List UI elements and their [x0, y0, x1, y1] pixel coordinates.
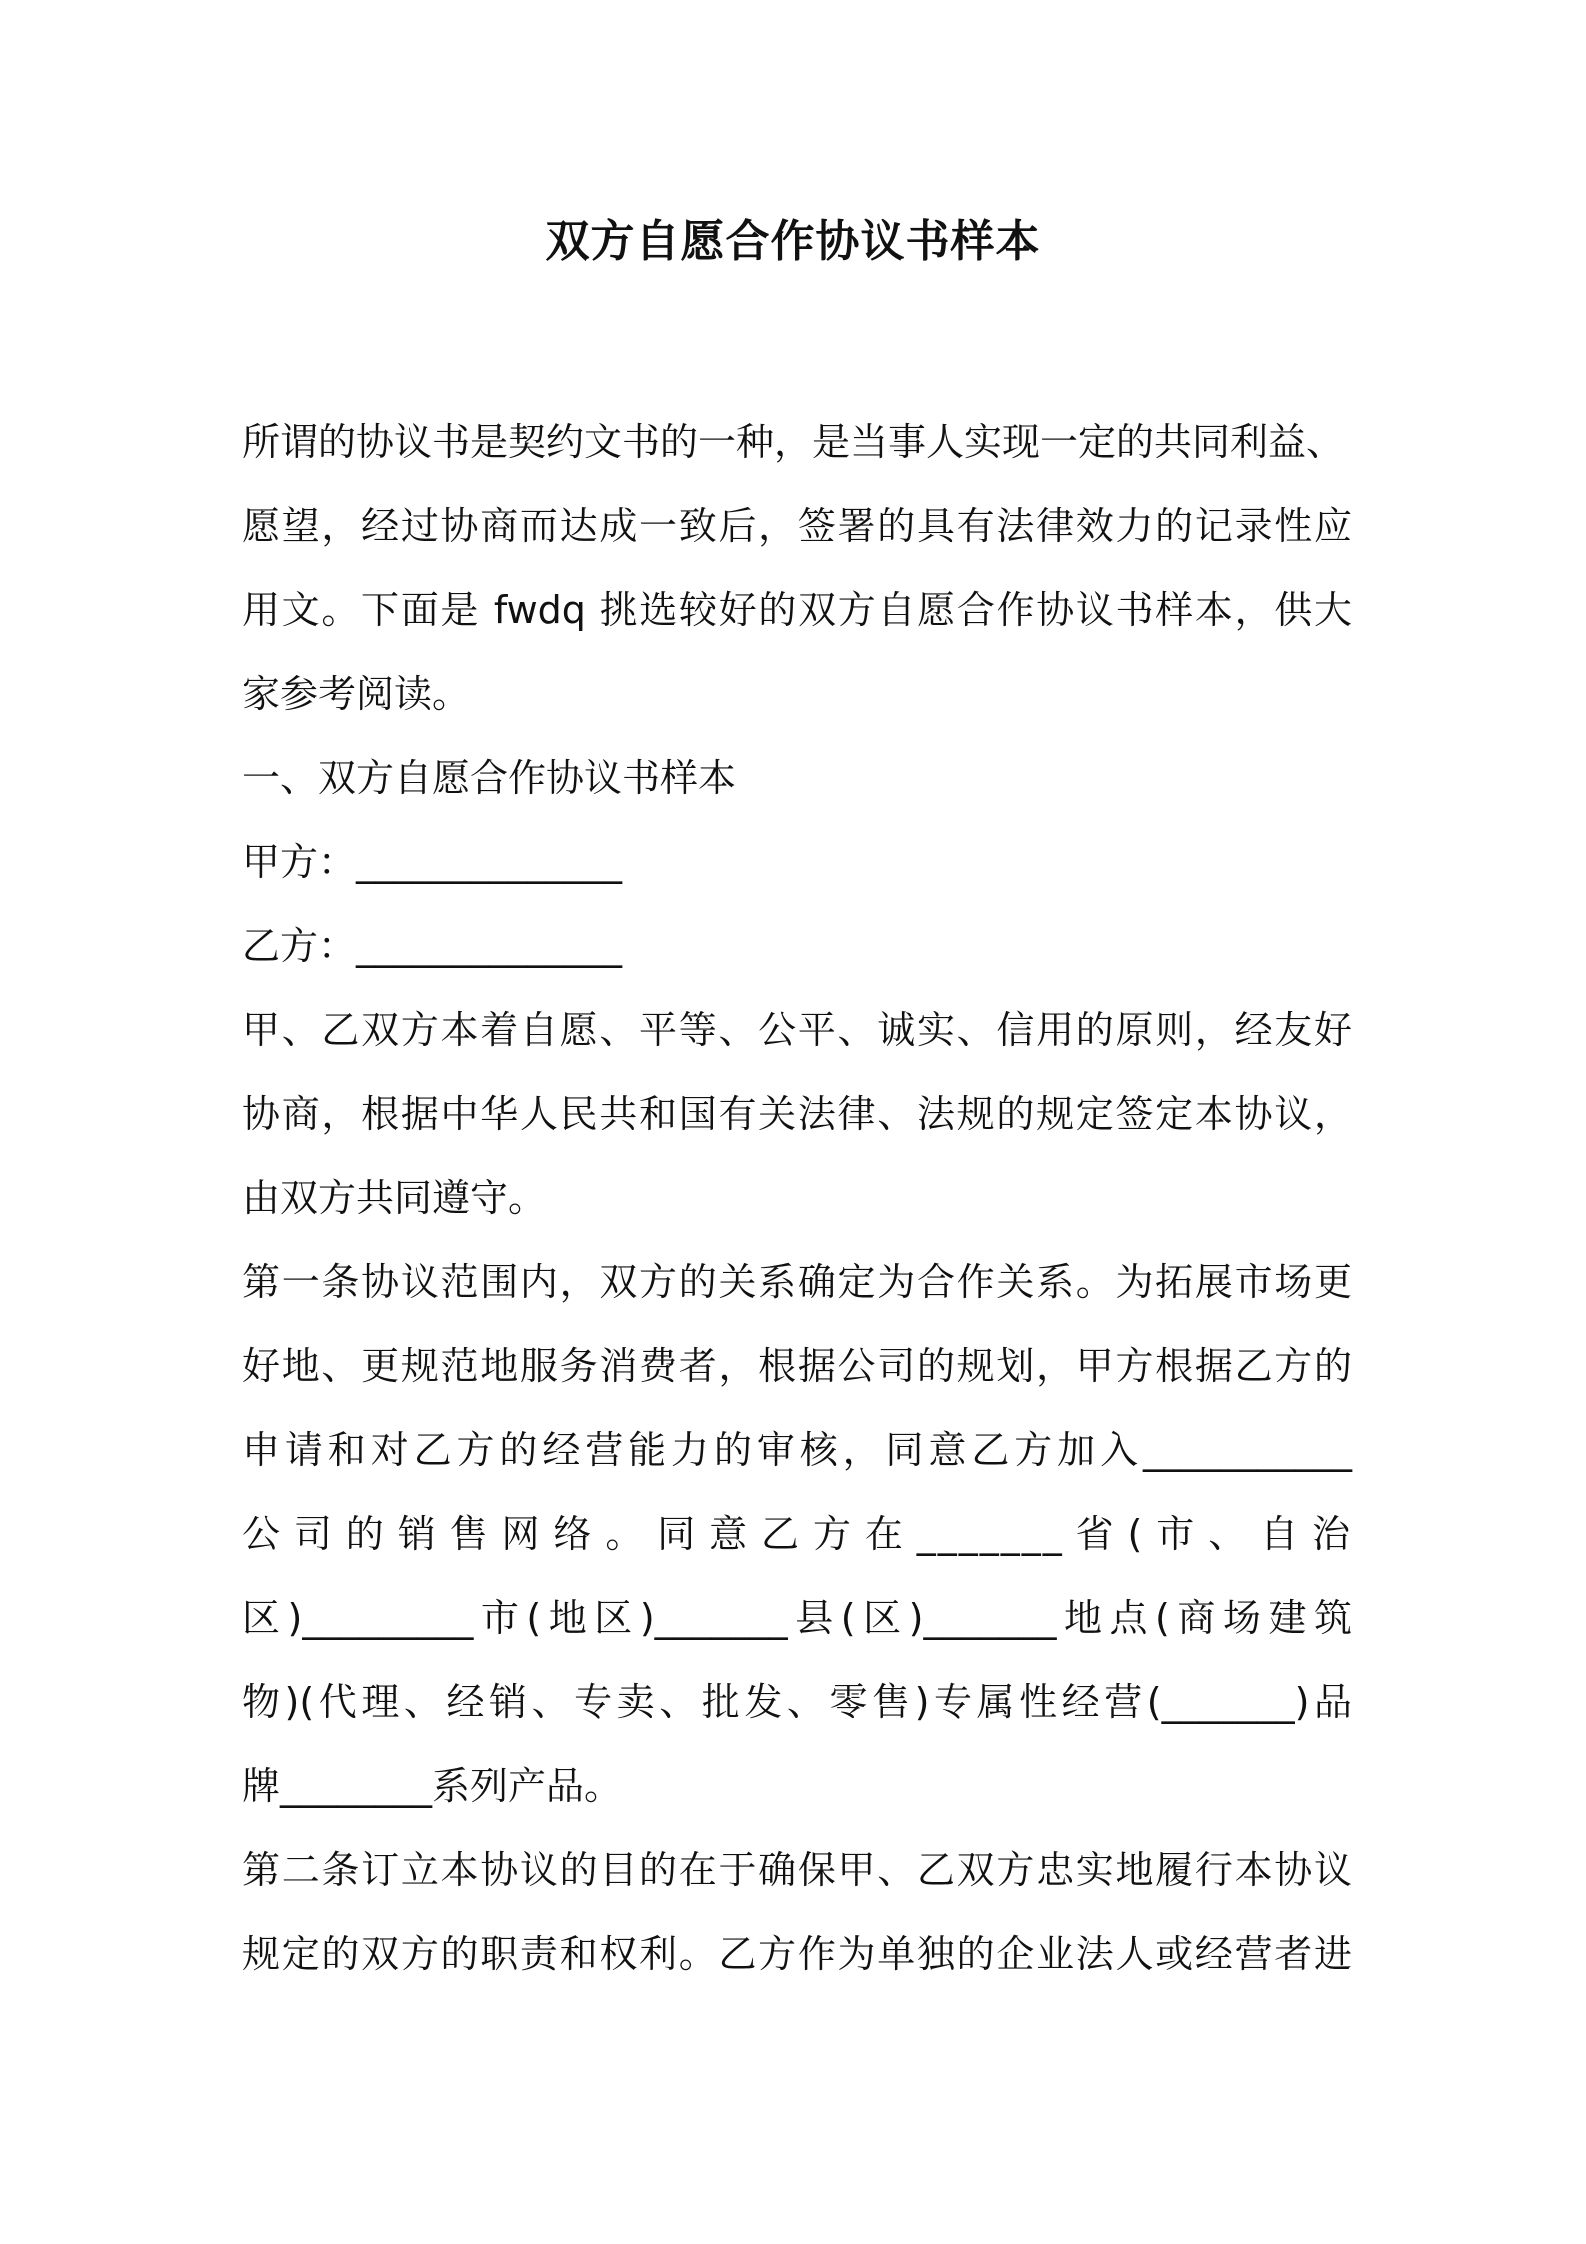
- party-b-line: 乙方：______________: [242, 924, 623, 968]
- section-heading: 一、双方自愿合作协议书样本: [242, 756, 737, 800]
- article-line: 物)(代理、经销、专卖、批发、零售)专属性经营(_______)品: [242, 1680, 1352, 1724]
- article-line: 区)_________市(地区)_______县(区)_______地点(商场建筑: [242, 1596, 1352, 1640]
- paragraph-line: 家参考阅读。: [242, 672, 471, 716]
- article-line: 申请和对乙方的经营能力的审核，同意乙方加入___________: [242, 1428, 1352, 1472]
- paragraph-line: 用文。下面是 fwdq 挑选较好的双方自愿合作协议书样本，供大: [242, 588, 1352, 632]
- article-line: 第一条协议范围内，双方的关系确定为合作关系。为拓展市场更: [242, 1260, 1352, 1304]
- article-line: 牌________系列产品。: [242, 1764, 623, 1808]
- document-title: 双方自愿合作协议书样本: [545, 216, 1041, 267]
- article-line: 规定的双方的职责和权利。乙方作为单独的企业法人或经营者进: [242, 1932, 1352, 1976]
- paragraph-line: 所谓的协议书是契约文书的一种，是当事人实现一定的共同利益、: [242, 420, 1345, 464]
- article-line: 公司的销售网络。同意乙方在_______省(市、自治: [242, 1512, 1352, 1556]
- document-body: [242, 400, 1352, 1996]
- paragraph-line: 甲、乙双方本着自愿、平等、公平、诚实、信用的原则，经友好: [242, 1008, 1352, 1052]
- party-a-line: 甲方：______________: [242, 840, 623, 884]
- paragraph-line: 愿望，经过协商而达成一致后，签署的具有法律效力的记录性应: [242, 504, 1352, 548]
- paragraph-line: 由双方共同遵守。: [242, 1176, 547, 1220]
- article-line: 第二条订立本协议的目的在于确保甲、乙双方忠实地履行本协议: [242, 1848, 1352, 1892]
- article-line: 好地、更规范地服务消费者，根据公司的规划，甲方根据乙方的: [242, 1344, 1352, 1388]
- paragraph-line: 协商，根据中华人民共和国有关法律、法规的规定签定本协议，: [242, 1092, 1352, 1136]
